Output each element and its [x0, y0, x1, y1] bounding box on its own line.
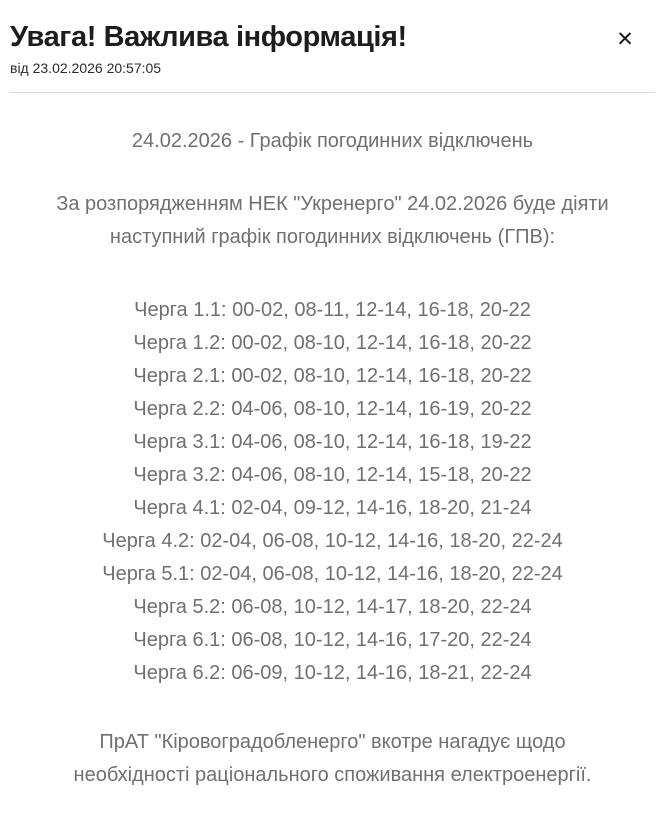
queue-line: Черга 1.1: 00-02, 08-11, 12-14, 16-18, 20-22: [134, 298, 531, 321]
queue-line: Черга 3.2: 04-06, 08-10, 12-14, 15-18, 20-22: [133, 463, 532, 486]
schedule-title: 24.02.2026 - Графік погодинних відключень: [131, 129, 534, 152]
queue-line: Черга 6.1: 06-08, 10-12, 14-16, 17-20, 22-24: [133, 628, 532, 651]
footer-note: ПрАТ "Кіровоградобленерго" вкотре нагадує щодо необхідності раціонального споживання електроенергії.: [73, 730, 592, 786]
modal-header: [0, 0, 665, 76]
queue-line: Черга 6.2: 06-09, 10-12, 14-16, 18-21, 22-24: [133, 661, 532, 684]
queue-line: Черга 1.2: 00-02, 08-10, 12-14, 16-18, 20-22: [133, 331, 532, 354]
modal-timestamp: від 23.02.2026 20:57:05: [10, 59, 162, 76]
header-divider: [10, 92, 655, 93]
queue-line: Черга 4.1: 02-04, 09-12, 14-16, 18-20, 21-24: [133, 496, 532, 519]
queue-schedule-list: [48, 294, 618, 690]
queue-line: Черга 2.2: 04-06, 08-10, 12-14, 16-19, 20-22: [133, 397, 532, 420]
intro-paragraph: За розпорядженням НЕК "Укренерго" 24.02.2026 буде діяти наступний графік погодинних відключень (ГПВ):: [56, 192, 609, 248]
close-icon[interactable]: ✕: [611, 26, 639, 54]
modal-title: Увага! Важлива інформація!: [10, 21, 407, 53]
queue-line: Черга 5.1: 02-04, 06-08, 10-12, 14-16, 18-20, 22-24: [102, 562, 563, 585]
modal-body: [48, 125, 618, 792]
queue-line: Черга 4.2: 02-04, 06-08, 10-12, 14-16, 18-20, 22-24: [102, 529, 563, 552]
queue-line: Черга 3.1: 04-06, 08-10, 12-14, 16-18, 19-22: [133, 430, 532, 453]
queue-line: Черга 5.2: 06-08, 10-12, 14-17, 18-20, 22-24: [133, 595, 532, 618]
queue-line: Черга 2.1: 00-02, 08-10, 12-14, 16-18, 20-22: [133, 364, 532, 387]
